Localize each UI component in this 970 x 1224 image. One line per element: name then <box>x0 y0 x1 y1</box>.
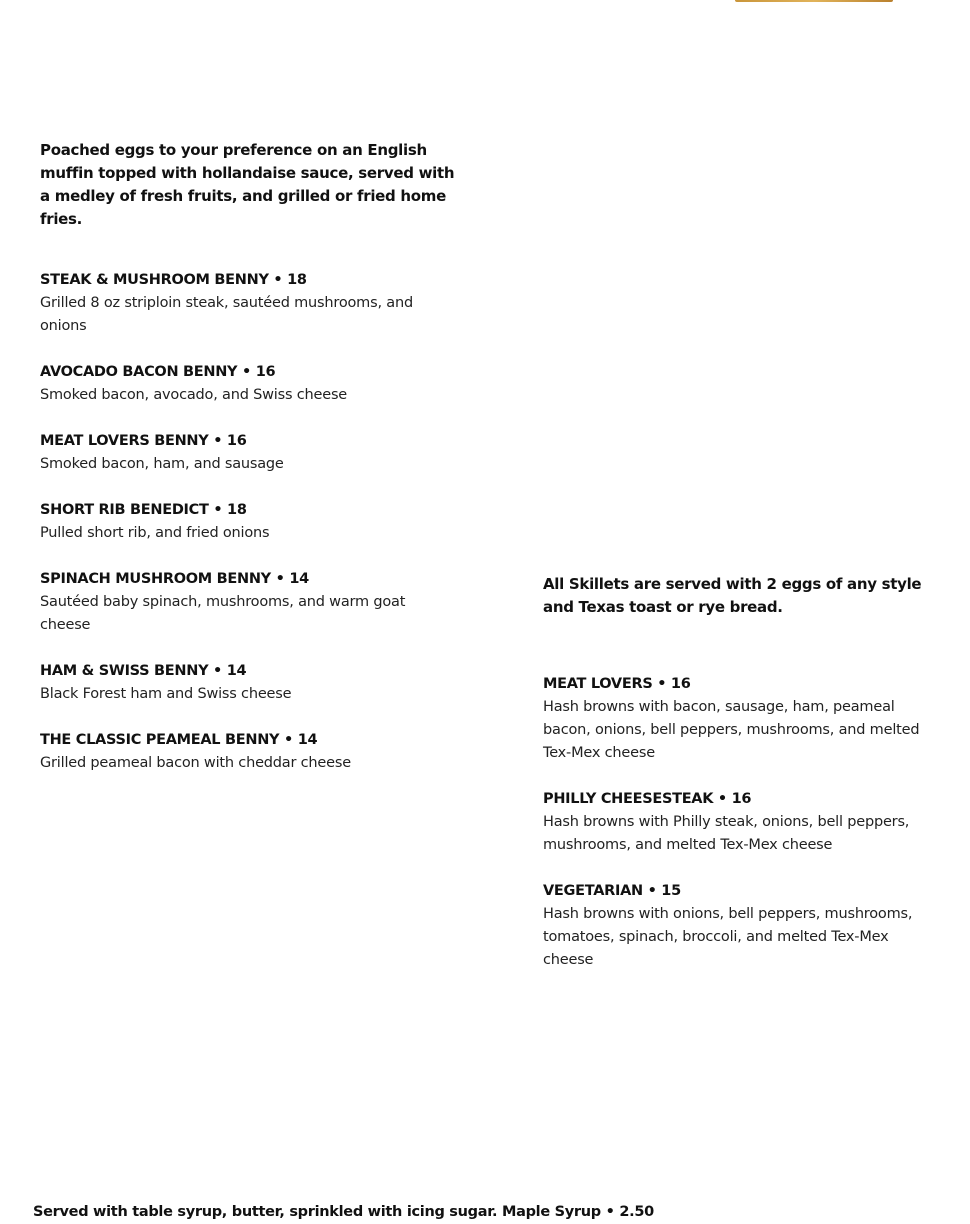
benedicts-intro: Poached eggs to your preference on an English muffin topped with hollandaise sauce, served with a medley of fresh fruits, and grilled or fried home fries. <box>40 141 455 228</box>
menu-item-description: Hash browns with onions, bell peppers, mushrooms, tomatoes, spinach, broccoli, and melted Tex-Mex cheese <box>543 906 913 968</box>
menu-item-vegetarian-skillet <box>543 880 943 972</box>
menu-item-description: Hash browns with Philly steak, onions, bell peppers, mushrooms, and melted Tex-Mex cheese <box>543 814 910 853</box>
menu-item-title: THE CLASSIC PEAMEAL BENNY • 14 <box>40 732 318 748</box>
menu-item-title: VEGETARIAN • 15 <box>543 883 681 899</box>
menu-item-ham-swiss-benny <box>40 660 480 706</box>
benedicts-list <box>40 269 480 775</box>
syrup-note: Served with table syrup, butter, sprinkled with icing sugar. Maple Syrup • 2.50 <box>33 1204 654 1220</box>
menu-item-title: AVOCADO BACON BENNY • 16 <box>40 364 276 380</box>
menu-item-steak-mushroom-benny <box>40 269 480 338</box>
menu-item-description: Grilled 8 oz striploin steak, sautéed mushrooms, and onions <box>40 295 413 334</box>
menu-item-spinach-mushroom-benny <box>40 568 480 637</box>
menu-item-title: MEAT LOVERS BENNY • 16 <box>40 433 247 449</box>
menu-item-philly-cheesesteak-skillet <box>543 788 943 857</box>
menu-item-title: STEAK & MUSHROOM BENNY • 18 <box>40 272 307 288</box>
menu-item-title: PHILLY CHEESESTEAK • 16 <box>543 791 752 807</box>
menu-item-title: HAM & SWISS BENNY • 14 <box>40 663 247 679</box>
menu-item-description: Hash browns with bacon, sausage, ham, peameal bacon, onions, bell peppers, mushrooms, and melted Tex-Mex cheese <box>543 699 920 761</box>
menu-item-meat-lovers-skillet <box>543 673 943 765</box>
menu-item-description: Grilled peameal bacon with cheddar cheese <box>40 755 351 771</box>
menu-item-description: Black Forest ham and Swiss cheese <box>40 686 292 702</box>
menu-item-title: SHORT RIB BENEDICT • 18 <box>40 502 247 518</box>
menu-item-meat-lovers-benny <box>40 430 480 476</box>
menu-item-description: Smoked bacon, ham, and sausage <box>40 456 284 472</box>
menu-item-description: Smoked bacon, avocado, and Swiss cheese <box>40 387 348 403</box>
menu-item-description: Sautéed baby spinach, mushrooms, and warm goat cheese <box>40 594 406 633</box>
menu-item-title: SPINACH MUSHROOM BENNY • 14 <box>40 571 309 587</box>
menu-item-short-rib-benedict <box>40 499 480 545</box>
food-photo-edge <box>735 0 893 2</box>
benedicts-section <box>40 139 480 798</box>
skillets-list <box>543 673 943 972</box>
skillets-section <box>543 573 943 995</box>
menu-item-title: MEAT LOVERS • 16 <box>543 676 691 692</box>
skillets-intro: All Skillets are served with 2 eggs of any style and Texas toast or rye bread. <box>543 575 922 616</box>
menu-item-avocado-bacon-benny <box>40 361 480 407</box>
menu-item-description: Pulled short rib, and fried onions <box>40 525 270 541</box>
menu-item-classic-peameal-benny <box>40 729 480 775</box>
